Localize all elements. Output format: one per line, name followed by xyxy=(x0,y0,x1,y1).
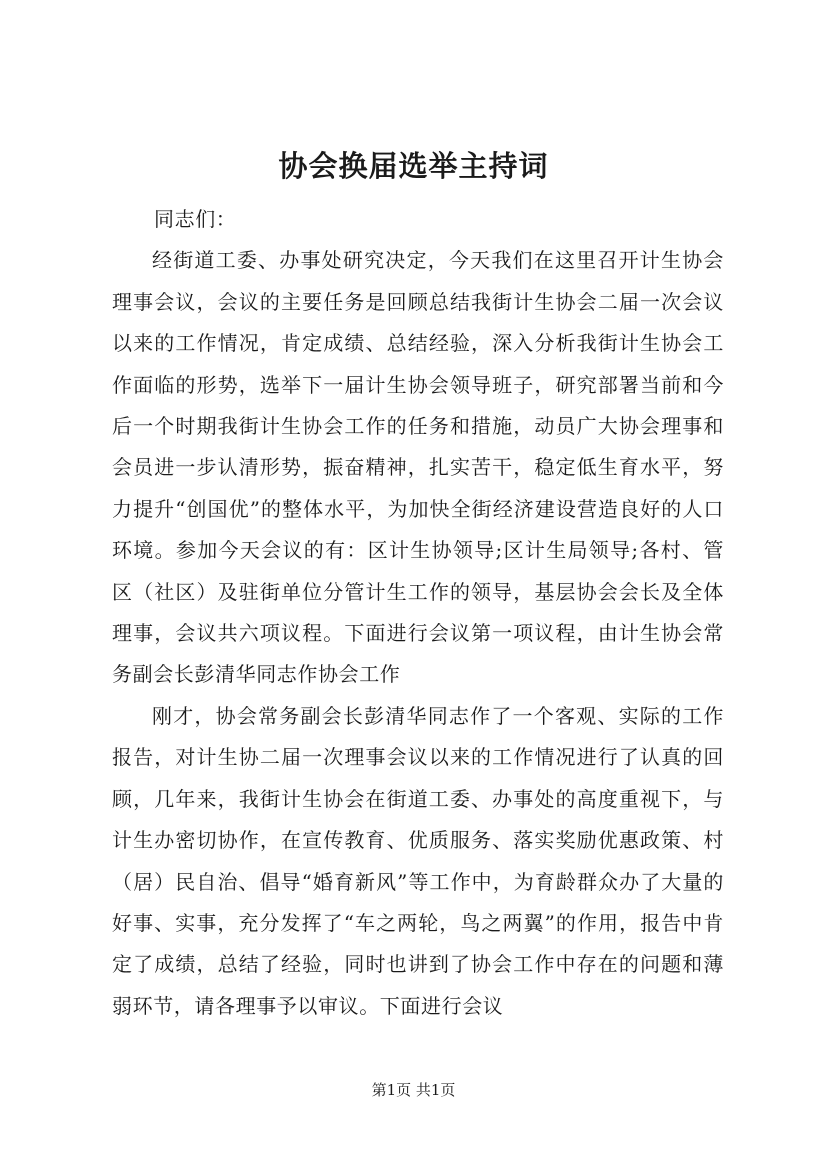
salutation: 同志们： xyxy=(154,207,237,231)
document-title: 协会换届选举主持词 xyxy=(278,149,549,183)
paragraph-2: 刚才，协会常务副会长彭清华同志作了一个客观、实际的工作报告，对计生协二届一次理事会议以来的工作情况进行了认真的回顾，几年来，我街计生协会在街道工委、办事处的高度重视下，与计生办密切协作，在宣传教育、优质服务、落实奖励优惠政策、村（居）民自治、倡导“婚育新风”等工作中，为育龄群众办了大量的好事、实事，充分发挥了“车之两轮，鸟之两翼”的作用，报告中肯定了成绩，总结了经验，同时也讲到了协会工作中存在的问题和薄弱环节，请各理事予以审议。下面进行会议 xyxy=(112,703,724,1018)
document-body xyxy=(112,199,724,1027)
paragraph-1: 经街道工委、办事处研究决定，今天我们在这里召开计生协会理事会议，会议的主要任务是回顾总结我街计生协会二届一次会议以来的工作情况，肯定成绩、总结经验，深入分析我街计生协会工作面临的形势，选举下一届计生协会领导班子，研究部署当前和今后一个时期我街计生协会工作的任务和措施，动员广大协会理事和会员进一步认清形势，振奋精神，扎实苦干，稳定低生育水平，努力提升“创国优”的整体水平，为加快全街经济建设营造良好的人口环境。参加今天会议的有：区计生协领导;区计生局领导;各村、管区（社区）及驻街单位分管计生工作的领导，基层协会会长及全体理事，会议共六项议程。下面进行会议第一项议程，由计生协会常务副会长彭清华同志作协会工作 xyxy=(112,248,724,687)
page-footer: 第1页 共1页 xyxy=(371,1081,456,1099)
